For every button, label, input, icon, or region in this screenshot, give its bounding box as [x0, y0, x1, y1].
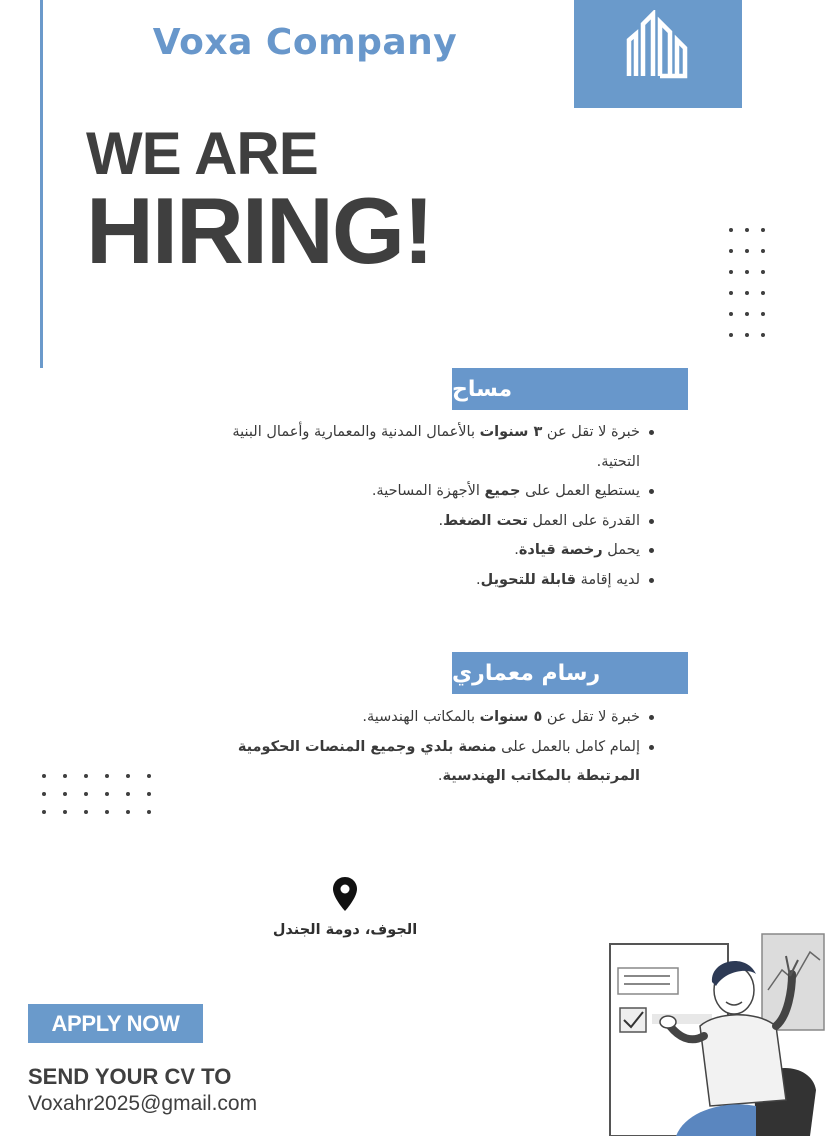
building-logo-icon: [626, 10, 690, 80]
list-item: القدرة على العمل تحت الضغط.: [232, 507, 662, 537]
architect-requirements: [212, 703, 662, 792]
headline-line2: HIRING!: [86, 178, 433, 283]
job-title-architect-draftsman: رسام معماري: [452, 652, 688, 694]
presenter-illustration: [606, 930, 828, 1136]
send-cv-label: SEND YOUR CV TO: [28, 1064, 232, 1089]
decorative-dot-grid: [729, 228, 765, 337]
location-pin-icon: [332, 876, 358, 912]
apply-now-button[interactable]: APPLY NOW: [28, 1004, 203, 1043]
location-text: الجوف، دومة الجندل: [272, 922, 418, 938]
job-title-surveyor: مساح: [452, 368, 688, 410]
surveyor-requirements: [232, 418, 662, 595]
list-item: خبرة لا تقل عن ٥ سنوات بالمكاتب الهندسية.: [212, 703, 662, 733]
company-name: Voxa Company: [152, 22, 458, 63]
accent-vertical-line: [40, 0, 43, 368]
logo-box: [574, 0, 742, 108]
list-item: يستطيع العمل على جميع الأجهزة المساحية.: [232, 477, 662, 507]
email-link[interactable]: Voxahr2025@gmail.com: [28, 1092, 258, 1115]
list-item: لديه إقامة قابلة للتحويل.: [232, 566, 662, 596]
decorative-dot-grid: [42, 774, 151, 814]
list-item: خبرة لا تقل عن ٣ سنوات بالأعمال المدنية والمعمارية وأعمال البنية التحتية.: [232, 418, 662, 477]
list-item: يحمل رخصة قيادة.: [232, 536, 662, 566]
list-item: إلمام كامل بالعمل على منصة بلدي وجميع المنصات الحكومية المرتبطة بالمكاتب الهندسية.: [212, 733, 662, 792]
headline-line1: WE ARE: [86, 120, 318, 187]
